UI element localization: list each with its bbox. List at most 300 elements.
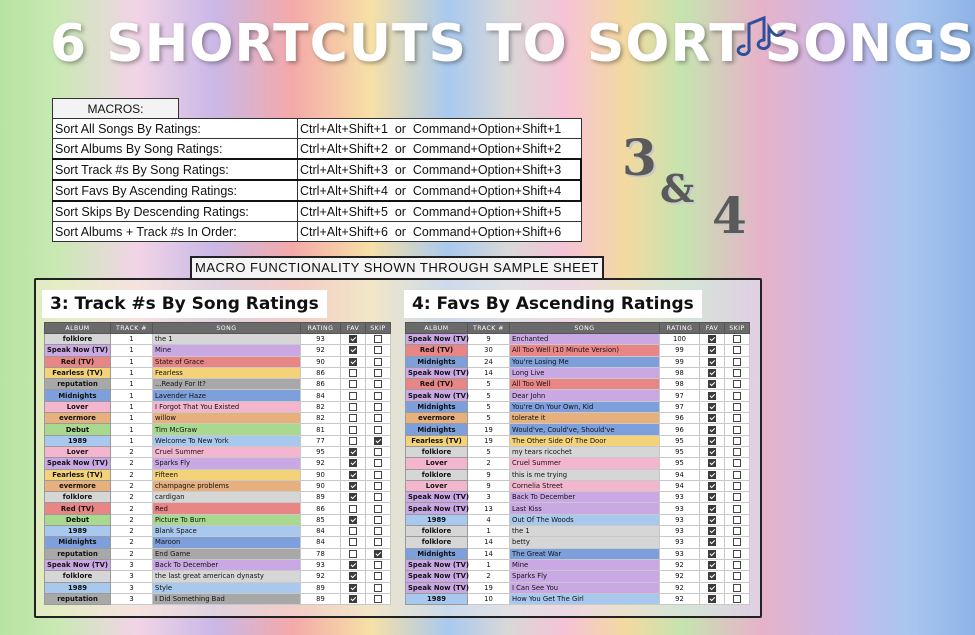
fav-checkbox[interactable]	[349, 471, 357, 479]
skip-cell	[725, 582, 750, 593]
rating-cell: 93	[660, 526, 700, 537]
fav-checkbox[interactable]	[708, 471, 716, 479]
fav-checkbox[interactable]	[349, 448, 357, 456]
skip-cell	[725, 469, 750, 480]
skip-checkbox[interactable]	[733, 403, 741, 411]
album-cell: Speak Now (TV)	[45, 458, 111, 469]
fav-checkbox[interactable]	[708, 516, 716, 524]
rating-cell: 86	[301, 379, 341, 390]
table-row	[406, 537, 750, 548]
table-row	[45, 548, 391, 559]
table-row	[406, 356, 750, 367]
macro-row	[53, 201, 582, 222]
fav-checkbox[interactable]	[349, 437, 357, 445]
song-cell: Mine	[153, 345, 301, 356]
fav-checkbox[interactable]	[349, 527, 357, 535]
fav-cell	[341, 480, 366, 491]
skip-checkbox[interactable]	[374, 426, 382, 434]
track-cell: 14	[468, 537, 510, 548]
rating-cell: 98	[660, 367, 700, 378]
track-cell: 13	[468, 503, 510, 514]
album-cell: Red (TV)	[45, 503, 111, 514]
table-row	[406, 401, 750, 412]
col-track[interactable]: TRACK #	[468, 323, 510, 334]
song-cell: Sparks Fly	[153, 458, 301, 469]
skip-checkbox[interactable]	[733, 584, 741, 592]
album-cell: reputation	[45, 593, 111, 604]
fav-checkbox[interactable]	[349, 505, 357, 513]
album-cell: folklore	[406, 469, 468, 480]
album-cell: evermore	[406, 413, 468, 424]
skip-checkbox[interactable]	[733, 346, 741, 354]
track-cell: 2	[111, 480, 153, 491]
fav-checkbox[interactable]	[708, 550, 716, 558]
fav-cell	[700, 424, 725, 435]
fav-checkbox[interactable]	[349, 584, 357, 592]
fav-cell	[341, 458, 366, 469]
fav-cell	[700, 492, 725, 503]
fav-cell	[341, 390, 366, 401]
fav-checkbox[interactable]	[349, 572, 357, 580]
skip-checkbox[interactable]	[374, 471, 382, 479]
skip-checkbox[interactable]	[374, 437, 382, 445]
skip-checkbox[interactable]	[374, 595, 382, 603]
album-cell: Lover	[45, 446, 111, 457]
skip-checkbox[interactable]	[374, 414, 382, 422]
fav-checkbox[interactable]	[349, 380, 357, 388]
col-fav[interactable]: FAV	[700, 323, 725, 334]
song-cell: Cornelia Street	[510, 480, 660, 491]
table-row	[45, 413, 391, 424]
skip-cell	[725, 492, 750, 503]
skip-checkbox[interactable]	[733, 335, 741, 343]
fav-checkbox[interactable]	[708, 595, 716, 603]
table-row	[45, 334, 391, 345]
fav-cell	[700, 413, 725, 424]
skip-checkbox[interactable]	[374, 346, 382, 354]
skip-checkbox[interactable]	[733, 595, 741, 603]
macro-shortcut: Ctrl+Alt+Shift+5 or Command+Option+Shift+5	[298, 201, 582, 222]
song-cell: Back To December	[153, 559, 301, 570]
fav-cell	[700, 334, 725, 345]
fav-cell	[341, 559, 366, 570]
album-cell: Speak Now (TV)	[406, 559, 468, 570]
song-cell: the last great american dynasty	[153, 571, 301, 582]
skip-cell	[366, 526, 391, 537]
skip-checkbox[interactable]	[733, 505, 741, 513]
table-row	[45, 571, 391, 582]
fav-checkbox[interactable]	[708, 561, 716, 569]
fav-checkbox[interactable]	[349, 392, 357, 400]
skip-checkbox[interactable]	[374, 369, 382, 377]
track-cell: 5	[468, 413, 510, 424]
track-cell: 2	[111, 526, 153, 537]
skip-checkbox[interactable]	[374, 459, 382, 467]
track-cell: 19	[468, 424, 510, 435]
skip-cell	[366, 537, 391, 548]
fav-cell	[700, 571, 725, 582]
table-row	[406, 458, 750, 469]
song-cell: the 1	[510, 526, 660, 537]
skip-checkbox[interactable]	[733, 380, 741, 388]
table-row	[45, 424, 391, 435]
left-section-heading: 3: Track #s By Song Ratings	[42, 290, 327, 318]
skip-checkbox[interactable]	[733, 482, 741, 490]
skip-cell	[366, 458, 391, 469]
rating-cell: 95	[301, 446, 341, 457]
skip-checkbox[interactable]	[733, 516, 741, 524]
col-song[interactable]: SONG	[153, 323, 301, 334]
table-row	[45, 435, 391, 446]
skip-checkbox[interactable]	[733, 572, 741, 580]
skip-cell	[366, 435, 391, 446]
skip-cell	[725, 537, 750, 548]
fav-checkbox[interactable]	[349, 561, 357, 569]
skip-cell	[725, 514, 750, 525]
skip-checkbox[interactable]	[733, 471, 741, 479]
rating-cell: 96	[660, 413, 700, 424]
skip-checkbox[interactable]	[374, 482, 382, 490]
fav-checkbox[interactable]	[349, 459, 357, 467]
fav-checkbox[interactable]	[708, 403, 716, 411]
rating-cell: 81	[301, 424, 341, 435]
macro-name: Sort Skips By Descending Ratings:	[53, 201, 298, 222]
skip-checkbox[interactable]	[733, 459, 741, 467]
fav-checkbox[interactable]	[708, 335, 716, 343]
album-cell: Midnights	[45, 390, 111, 401]
col-track[interactable]: TRACK #	[111, 323, 153, 334]
skip-cell	[366, 390, 391, 401]
skip-checkbox[interactable]	[733, 493, 741, 501]
skip-checkbox[interactable]	[733, 561, 741, 569]
macro-shortcut: Ctrl+Alt+Shift+1 or Command+Option+Shift+1	[298, 119, 582, 139]
skip-checkbox[interactable]	[733, 414, 741, 422]
fav-checkbox[interactable]	[708, 392, 716, 400]
song-cell: champagne problems	[153, 480, 301, 491]
song-cell: Dear John	[510, 390, 660, 401]
album-cell: reputation	[45, 548, 111, 559]
album-cell: Speak Now (TV)	[406, 571, 468, 582]
fav-checkbox[interactable]	[708, 505, 716, 513]
panel-title: MACRO FUNCTIONALITY SHOWN THROUGH SAMPLE SHEET	[190, 256, 604, 278]
table-row	[406, 593, 750, 604]
song-cell: Red	[153, 503, 301, 514]
skip-checkbox[interactable]	[374, 392, 382, 400]
fav-checkbox[interactable]	[708, 380, 716, 388]
col-skip[interactable]: SKIP	[725, 323, 750, 334]
song-cell: cardigan	[153, 492, 301, 503]
skip-checkbox[interactable]	[733, 426, 741, 434]
skip-checkbox[interactable]	[374, 516, 382, 524]
rating-cell: 78	[301, 548, 341, 559]
song-cell: the 1	[153, 334, 301, 345]
track-cell: 1	[111, 401, 153, 412]
fav-cell	[341, 571, 366, 582]
rating-cell: 92	[301, 345, 341, 356]
song-cell: Out Of The Woods	[510, 514, 660, 525]
skip-checkbox[interactable]	[374, 448, 382, 456]
track-cell: 2	[111, 469, 153, 480]
skip-checkbox[interactable]	[733, 538, 741, 546]
fav-checkbox[interactable]	[349, 426, 357, 434]
track-cell: 5	[468, 390, 510, 401]
table-row	[406, 526, 750, 537]
fav-cell	[700, 458, 725, 469]
fav-checkbox[interactable]	[349, 358, 357, 366]
skip-checkbox[interactable]	[374, 584, 382, 592]
rating-cell: 94	[660, 480, 700, 491]
album-cell: Fearless (TV)	[45, 367, 111, 378]
fav-checkbox[interactable]	[708, 572, 716, 580]
fav-checkbox[interactable]	[349, 369, 357, 377]
table-row	[406, 390, 750, 401]
song-cell: Mine	[510, 559, 660, 570]
table-row	[406, 446, 750, 457]
fav-cell	[341, 537, 366, 548]
fav-checkbox[interactable]	[349, 493, 357, 501]
skip-checkbox[interactable]	[374, 403, 382, 411]
skip-cell	[725, 480, 750, 491]
track-cell: 3	[111, 559, 153, 570]
rating-cell: 86	[301, 367, 341, 378]
skip-checkbox[interactable]	[733, 448, 741, 456]
fav-cell	[341, 526, 366, 537]
table-row	[406, 503, 750, 514]
album-cell: Fearless (TV)	[45, 469, 111, 480]
rating-cell: 97	[660, 390, 700, 401]
fav-checkbox[interactable]	[708, 482, 716, 490]
fav-cell	[700, 593, 725, 604]
table-row	[45, 514, 391, 525]
skip-checkbox[interactable]	[374, 550, 382, 558]
rating-cell: 93	[660, 492, 700, 503]
skip-checkbox[interactable]	[733, 392, 741, 400]
fav-checkbox[interactable]	[349, 335, 357, 343]
rating-cell: 89	[301, 582, 341, 593]
album-cell: Midnights	[406, 424, 468, 435]
song-cell: Last Kiss	[510, 503, 660, 514]
rating-cell: 93	[660, 514, 700, 525]
track-cell: 1	[111, 424, 153, 435]
table-row	[45, 503, 391, 514]
fav-checkbox[interactable]	[708, 584, 716, 592]
track-cell: 14	[468, 367, 510, 378]
fav-checkbox[interactable]	[708, 369, 716, 377]
table-row	[45, 526, 391, 537]
album-cell: Midnights	[406, 356, 468, 367]
album-cell: reputation	[45, 379, 111, 390]
fav-cell	[700, 356, 725, 367]
song-cell: Blank Space	[153, 526, 301, 537]
macro-shortcut: Ctrl+Alt+Shift+3 or Command+Option+Shift+3	[298, 159, 582, 180]
track-cell: 2	[111, 548, 153, 559]
fav-cell	[341, 582, 366, 593]
col-skip[interactable]: SKIP	[366, 323, 391, 334]
fav-checkbox[interactable]	[708, 459, 716, 467]
fav-cell	[341, 379, 366, 390]
col-album[interactable]: ALBUM	[406, 323, 468, 334]
album-cell: folklore	[406, 526, 468, 537]
fav-checkbox[interactable]	[349, 538, 357, 546]
skip-cell	[725, 367, 750, 378]
rating-cell: 89	[301, 492, 341, 503]
song-cell: Picture To Burn	[153, 514, 301, 525]
album-cell: Debut	[45, 424, 111, 435]
table-row	[45, 401, 391, 412]
album-cell: Lover	[406, 480, 468, 491]
track-cell: 3	[111, 571, 153, 582]
song-cell: tolerate it	[510, 413, 660, 424]
table-row	[45, 559, 391, 570]
skip-checkbox[interactable]	[374, 335, 382, 343]
fav-checkbox[interactable]	[708, 437, 716, 445]
album-cell: folklore	[45, 571, 111, 582]
fav-cell	[341, 356, 366, 367]
song-cell: Back To December	[510, 492, 660, 503]
macro-shortcut: Ctrl+Alt+Shift+6 or Command+Option+Shift+6	[298, 222, 582, 242]
table-row	[45, 367, 391, 378]
album-cell: folklore	[406, 446, 468, 457]
rating-cell: 90	[301, 469, 341, 480]
badge-three: 3	[622, 128, 657, 187]
rating-cell: 90	[301, 480, 341, 491]
fav-checkbox[interactable]	[708, 538, 716, 546]
table-row	[45, 480, 391, 491]
skip-checkbox[interactable]	[374, 358, 382, 366]
album-cell: Red (TV)	[406, 379, 468, 390]
fav-checkbox[interactable]	[708, 426, 716, 434]
table-row	[45, 492, 391, 503]
track-cell: 9	[468, 334, 510, 345]
rating-cell: 92	[660, 582, 700, 593]
album-cell: 1989	[45, 526, 111, 537]
skip-checkbox[interactable]	[374, 538, 382, 546]
fav-cell	[700, 537, 725, 548]
macro-row	[53, 159, 582, 180]
rating-cell: 95	[660, 435, 700, 446]
fav-checkbox[interactable]	[349, 482, 357, 490]
fav-checkbox[interactable]	[708, 448, 716, 456]
skip-cell	[366, 367, 391, 378]
macro-name: Sort Track #s By Song Ratings:	[53, 159, 298, 180]
track-cell: 2	[468, 458, 510, 469]
fav-checkbox[interactable]	[349, 414, 357, 422]
fav-checkbox[interactable]	[708, 414, 716, 422]
fav-checkbox[interactable]	[349, 516, 357, 524]
skip-cell	[366, 582, 391, 593]
track-cell: 1	[468, 526, 510, 537]
skip-cell	[725, 435, 750, 446]
track-cell: 3	[111, 593, 153, 604]
skip-cell	[725, 446, 750, 457]
table-row	[406, 548, 750, 559]
col-album[interactable]: ALBUM	[45, 323, 111, 334]
skip-checkbox[interactable]	[374, 493, 382, 501]
skip-cell	[725, 458, 750, 469]
track-cell: 2	[111, 446, 153, 457]
table-row	[45, 458, 391, 469]
rating-cell: 77	[301, 435, 341, 446]
fav-checkbox[interactable]	[349, 595, 357, 603]
skip-cell	[366, 446, 391, 457]
fav-cell	[700, 526, 725, 537]
skip-checkbox[interactable]	[374, 527, 382, 535]
album-cell: Midnights	[406, 548, 468, 559]
right-sheet	[405, 322, 750, 605]
skip-checkbox[interactable]	[374, 380, 382, 388]
table-row	[45, 390, 391, 401]
fav-checkbox[interactable]	[349, 346, 357, 354]
song-cell: The Other Side Of The Door	[510, 435, 660, 446]
skip-cell	[725, 571, 750, 582]
fav-cell	[700, 469, 725, 480]
col-rating[interactable]: RATING	[301, 323, 341, 334]
skip-checkbox[interactable]	[733, 550, 741, 558]
skip-checkbox[interactable]	[733, 527, 741, 535]
skip-checkbox[interactable]	[733, 369, 741, 377]
song-cell: Cruel Summer	[510, 458, 660, 469]
fav-checkbox[interactable]	[349, 403, 357, 411]
col-rating[interactable]: RATING	[660, 323, 700, 334]
skip-checkbox[interactable]	[733, 437, 741, 445]
song-cell: this is me trying	[510, 469, 660, 480]
fav-checkbox[interactable]	[708, 493, 716, 501]
album-cell: folklore	[45, 492, 111, 503]
table-row	[406, 424, 750, 435]
skip-checkbox[interactable]	[374, 572, 382, 580]
fav-cell	[341, 593, 366, 604]
album-cell: evermore	[45, 413, 111, 424]
table-row	[406, 413, 750, 424]
album-cell: Red (TV)	[406, 345, 468, 356]
table-row	[406, 334, 750, 345]
table-row	[406, 492, 750, 503]
skip-checkbox[interactable]	[374, 561, 382, 569]
col-fav[interactable]: FAV	[341, 323, 366, 334]
track-cell: 2	[111, 503, 153, 514]
album-cell: Lover	[45, 401, 111, 412]
album-cell: 1989	[406, 514, 468, 525]
track-cell: 3	[111, 582, 153, 593]
fav-cell	[341, 367, 366, 378]
skip-checkbox[interactable]	[374, 505, 382, 513]
skip-cell	[366, 514, 391, 525]
fav-checkbox[interactable]	[708, 346, 716, 354]
rating-cell: 97	[660, 401, 700, 412]
fav-checkbox[interactable]	[708, 358, 716, 366]
rating-cell: 93	[660, 503, 700, 514]
table-row	[406, 469, 750, 480]
col-song[interactable]: SONG	[510, 323, 660, 334]
rating-cell: 99	[660, 356, 700, 367]
rating-cell: 90	[301, 356, 341, 367]
table-row	[406, 435, 750, 446]
track-cell: 10	[468, 593, 510, 604]
rating-cell: 89	[301, 593, 341, 604]
badge-four: 4	[712, 186, 747, 245]
skip-cell	[725, 593, 750, 604]
fav-cell	[700, 514, 725, 525]
fav-checkbox[interactable]	[349, 550, 357, 558]
fav-checkbox[interactable]	[708, 527, 716, 535]
rating-cell: 84	[301, 390, 341, 401]
song-cell: ...Ready For It?	[153, 379, 301, 390]
album-cell: Speak Now (TV)	[45, 559, 111, 570]
table-row	[406, 379, 750, 390]
table-row	[406, 367, 750, 378]
skip-checkbox[interactable]	[733, 358, 741, 366]
fav-cell	[341, 514, 366, 525]
